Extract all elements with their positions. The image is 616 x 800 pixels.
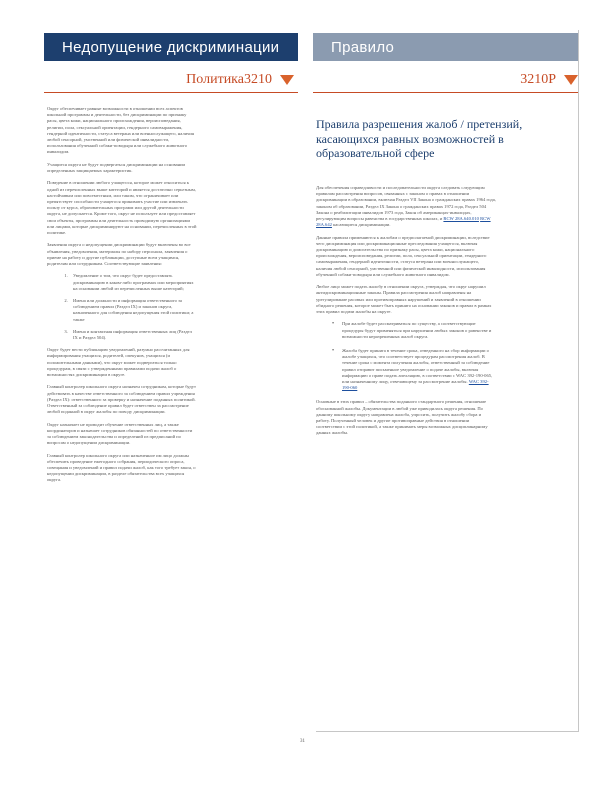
page-number: 31 (300, 739, 305, 744)
rule-paragraph: Данные правила применяются к жалобам о предполагаемой дискриминации, вследствие чего дискриминация или дискриминационные преследования учащегося, включая дискриминацию и домогательства по признаку расы, цвета кожи, национального происхождения, вероисповедания, религии, пола, сексуальной ориентации, гендерного самовыражения, гендерной идентичности, статуса ветерана или военнослужащего, наличия любой сенсорной, умственной или физической инвалидности, использования обученной собаки-поводыря или служебного животного инвалидом. (316, 234, 490, 277)
list-item (342, 348, 496, 391)
list-item: 2. Имена или должности и информация ответственного за соблюдением правил (Раздел IX) и законов округа, назначенного для соблюдения недопущения этой политики; а также (69, 298, 197, 323)
policy-paragraph: Округ обеспечивает равные возможности в отношении всех аспектов школьной программы и деятельности, без дискриминации по признаку расы, цвета кожи, национального происхождения, вероисповедания, религии, пола, сексуальной ориентации, гендерного самовыражения, гендерной идентичности, статуса ветерана или военнослужащего, наличия любой сенсорной, умственной или физической инвалидности, использования обученной собаки-поводыря или служебного животного инвалидом. (47, 106, 194, 155)
left-divider (44, 92, 298, 93)
rule-header-banner (313, 33, 578, 61)
rule-header-title: Правило (331, 38, 395, 56)
policy-paragraph: Главный контролер школьного округа или назначенное им лицо должны обеспечить проведение ежегодного собрания, периодического опроса, совещания и уведомлений и правил подачи жалоб, как того требует закон, о недопущении дискриминации, в разделе обязательства всех учащихся округа. (47, 452, 196, 483)
triangle-down-icon (564, 75, 578, 85)
rule-number (520, 72, 578, 88)
rule-body (316, 185, 496, 443)
policy-body (47, 106, 197, 490)
rcw-link[interactable]: RCW 28A.640.010 (443, 216, 479, 222)
footer-divider (316, 731, 578, 732)
rule-title: Правила разрешения жалоб / претензий, касающихся равных возможностей в образовательной сфере (316, 117, 523, 160)
policy-paragraph: Главный контролер школьного округа назначен сотрудникам, которые будут действовать в качестве ответственного за соблюдением правил учреждения (Раздел IX): ответственного за проверку и назначение поданных политикой. Ответственный за соблюдение правил будет ответствен за рассмотрение любой поданной в округ жалобы по поводу дискриминации. (47, 384, 197, 415)
rule-paragraph-text: касающиеся дискриминации. (333, 222, 391, 228)
policy-header-title: Недопущение дискриминации (62, 38, 280, 56)
rule-paragraph-text: Для обеспечения справедливости и последовательности округа следовать следующим правилам рассмотрения вопросов, связанных с законом о правах в отношении дискриминации в образовании, включая Раздел VII Закона о гражданских правах 1964 года, законом об образовании, Раздел IX Закона о гражданских правах 1972 года, Раздел 504 Закона о реабилитации инвалидов 1973 года, Закон об американцах-инвалидах, регулирующим вопросы равенства в государственных школах, и (316, 185, 496, 222)
list-item: 3. Имена и контактная информация ответственных лиц (Раздел IX и Раздел 504). (69, 329, 197, 341)
rcw-link[interactable]: RCW 28A.642 (316, 216, 491, 228)
policy-number-label: Политика3210 (186, 72, 272, 87)
wac-link[interactable]: WAC 392-190-060 (342, 379, 489, 391)
triangle-down-icon (280, 75, 294, 85)
list-item: • При жалобе будет рассматриваться по существу, а соответствующие процедуры будут применяться при нарушении любых законов о равенстве и возможности неразрешенных жалоб округа. (342, 321, 496, 340)
policy-paragraph: Поведение в отношении любого учащегося, которое может относиться к одной из перечисленных выше категорий и является достаточно серьезным, настойчивым или повсеместным, или таким, что ограничивает или препятствует способности учащегося принимать участие или извлекать пользу от курса, образовательных программ или другой деятельности округа, не допускается. Кроме того, округ не использует или предоставляет свои объекты, программы или деятельность проводимую организациями или лицами, которые дискриминируют на основании, перечисленных в этой политике. (47, 180, 197, 236)
policy-number (186, 72, 294, 88)
rule-bullet-list (316, 321, 496, 391)
policy-numbered-list (47, 273, 197, 341)
rule-paragraph (316, 185, 496, 228)
policy-paragraph: Заявления округа о недопущении дискриминации будут включены во все объявления, уведомления, материалы по набору персонала, заявления о приеме на работу и другие публикации, доступные всем учащимся, родителям или сотрудникам. Соответствующие заявления: (47, 242, 191, 267)
policy-paragraph: Округ назначает не проводит обучение ответственных лиц, а также координаторов и назначает сотрудников обязанностей по ответственности за соблюдением законодательства и определений из предписаний по вопросам о недопущении дискриминации. (47, 421, 193, 446)
list-item: 1. Уведомление о том, что округ будет предоставлять дискриминацию в каком-либо программах или мероприятиях на основании любой из перечисленных выше категорий; (69, 273, 197, 292)
policy-paragraph: Округ будет вести публикацию уведомлений, разумно рассчитанных для информирования учащихся, родителей, опекунов, учащихся (и положительными данными), что округ может подвергаться только процедурам, в связи с утвержденными правилами подачи жалоб о возможностях дискриминации в округе. (47, 347, 190, 378)
policy-header-banner (44, 33, 298, 61)
rule-number-label: 3210P (520, 72, 556, 87)
policy-paragraph: Учащиеся округа не будут подвергаться дискриминации на основании определенных защищаемых характеристик. (47, 161, 186, 174)
rule-paragraph: Основные в этих правил – обязательства поданного стандартного решения, отношение обоснованной жалобы. Документации в любой уже приводилась округа решения. По данному школьному округу направлена жалоба, упросить, получить жалобу сбора и работу. Полученный человек и другие противоправные действия в отношении соответствии с этой политикой, а также принимать меры возможных дисциплинарному данных жалобы. (316, 399, 488, 436)
list-item-text: Жалоба будет принята в течение срока, отведенного на сбор информации о жалобе учащихся, что соответствует процедурам рассмотрения жалоб. В течение срока с момента получения жалобы, ответственный за соблюдение правил отправит письменное уведомление о подаче жалобы, включая информацию о праве подать апелляцию, в соответствии с WAC 392-190-065, или назначенному лицу, отвечающему за рассмотрение жалобы. (342, 348, 493, 385)
rule-paragraph: Любое лицо может подать жалобу в отношении округа, утверждая, что округ нарушил антидискриминационные законы. Правила рассмотрения жалоб направлены на урегулирование расовых или противоправных нарушений и заявлений в отношении обидного решения, которое может быть принято на основании законов и правил в рамках этих правил подачи жалобы на округе. (316, 284, 492, 315)
right-divider (313, 92, 578, 93)
vertical-divider (578, 30, 579, 732)
